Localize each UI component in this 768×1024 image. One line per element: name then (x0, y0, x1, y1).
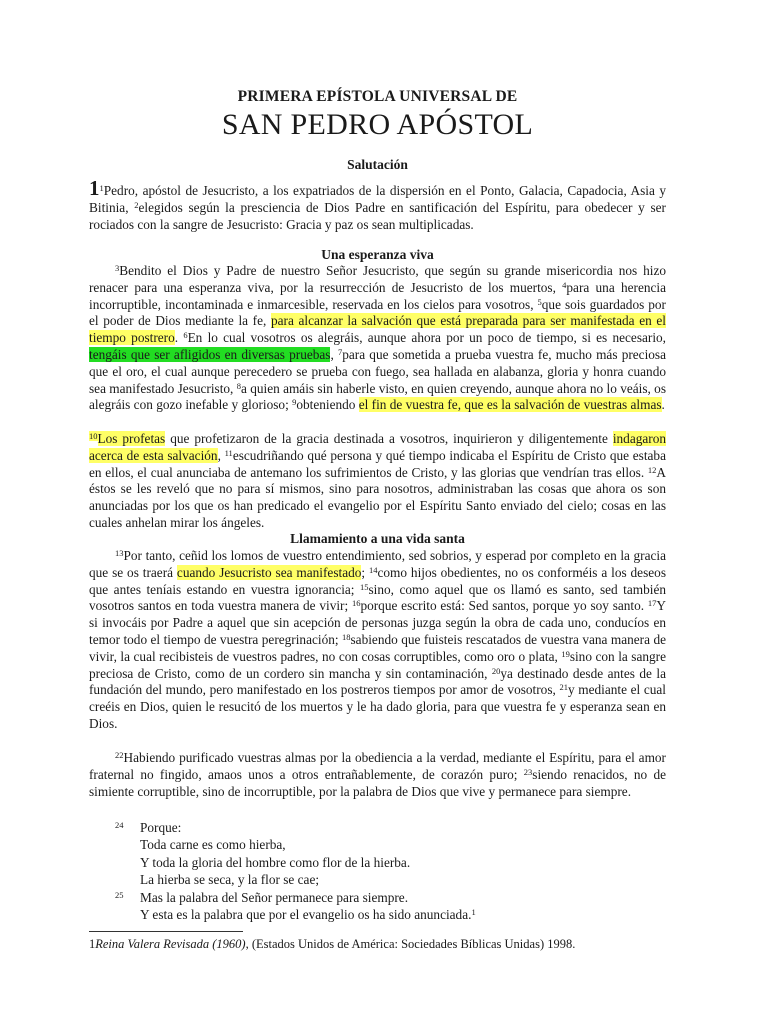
verse-number: 14 (368, 564, 378, 575)
paragraph-verses-13-21 (89, 548, 666, 733)
highlighted-text: indagaron acerca de esta salvación (89, 431, 666, 463)
verse-text: escudriñando qué persona y qué tiempo indicaba el Espíritu de Cristo que estaba en ellos, el cual anunciaba de antemano los sufrimientos de Cristo, y las glorias que vendrían tras ellos. (89, 447, 666, 480)
verse-text: que sois guardados por el poder de Dios mediante la fe, (89, 296, 666, 329)
verse-text: Habiendo purificado vuestras almas por la obediencia a la verdad, mediante el Espíritu, para el amor fraternal no fingido, amaos unos a otros entrañablemente, de corazón puro; (89, 750, 666, 782)
verse-number: 21 (559, 682, 568, 693)
verse-number: 18 (342, 631, 351, 642)
section-heading-llamamiento: Llamamiento a una vida santa (290, 531, 465, 546)
verse-text: Y si invocáis por Padre a aquel que sin acepción de personas juzga según la obra de cada uno, conducíos en temor todo el tiempo de vuestra peregrinación; (89, 598, 666, 647)
highlighted-text: Los profetas (97, 431, 166, 446)
verse-number: 22 (115, 750, 124, 760)
paragraph-verses-3-9 (89, 263, 666, 414)
verse-text: Bendito el Dios y Padre de nuestro Señor Jesucristo, que según su grande misericordia nos hizo renacer para una esperanza viva, por la resurrección de Jesucristo de los muertos, (89, 263, 666, 295)
highlighted-text: para alcanzar la salvación que está preparada para ser manifestada en el tiempo postrero (89, 313, 666, 346)
verse-text: Por tanto, ceñid los lomos de vuestro entendimiento, sed sobrios, y esperad por completo en la gracia que se os traerá (89, 548, 666, 580)
paragraph-verses-1-2 (89, 176, 666, 233)
verse-number: 10 (89, 431, 98, 441)
poem-line (89, 889, 666, 906)
footnote-text: , (Estados Unidos de América: Sociedades Bíblicas Unidas) 1998. (245, 937, 576, 951)
verse-text: que profetizaron de la gracia destinada a vosotros, inquirieron y diligentemente (165, 431, 613, 446)
verse-number: 23 (523, 766, 533, 777)
verse-text: porque escrito está: Sed santos, porque yo soy santo. (360, 598, 648, 614)
verse-number: 24 (115, 820, 124, 830)
poem-line (89, 906, 666, 923)
verse-text: para que sometida a prueba vuestra fe, mucho más preciosa que el oro, el cual aunque perecedero se prueba con fuego, sea hallada en alabanza, gloria y honra cuando sea manifestado Jesucristo, (89, 346, 666, 396)
chapter-number: 1 (89, 176, 100, 200)
verse-text: a quien amáis sin haberle visto, en quien creyendo, aunque ahora no lo veáis, os alegráis con gozo inefable y glorioso; (89, 380, 666, 413)
verse-text: sabiendo que fuisteis rescatados de vuestra vana manera de vivir, la cual recibisteis de vuestros padres, no con cosas corruptibles, como oro o plata, (89, 631, 666, 664)
verse-number: 1 (99, 183, 104, 193)
verse-text: elegidos según la presciencia de Dios Padre en santificación del Espíritu, para obedecer y ser rociados con la sangre de Jesucristo: Gracia y paz os sean multiplicadas. (89, 199, 666, 232)
verse-text: , (330, 346, 338, 362)
verse-text: , (217, 447, 225, 463)
verse-text: Pedro, apóstol de Jesucristo, a los expatriados de la dispersión en el Ponto, Galacia, Capadocia, Asia y Bitinia, (89, 183, 666, 215)
verse-text: sino con la sangre preciosa de Cristo, como de un cordero sin mancha y sin contaminación, (89, 648, 667, 681)
footnote-divider (89, 931, 243, 932)
poem-text: La hierba se seca, y la flor se cae; (140, 872, 320, 888)
verse-text: A éstos se les reveló que no para sí mismos, sino para nosotros, administraban las cosas que ahora os son anunciadas por los que os han predicado el evangelio por el Espíritu Santo enviado del cielo; cosas en las cuales anhelan mirar los ángeles. (89, 464, 666, 530)
verse-number: 5 (537, 296, 542, 307)
verse-number: 17 (647, 598, 657, 609)
verse-text: sino, como aquel que os llamó es santo, sed también vosotros santos en toda vuestra manera de vivir; (89, 581, 667, 614)
verse-number: 19 (561, 648, 570, 659)
footnote-reference[interactable]: 1 (471, 906, 476, 917)
poem-text: Mas la palabra del Señor permanece para siempre. (140, 889, 409, 905)
verse-number: 12 (647, 464, 657, 475)
section-heading-salutacion: Salutación (347, 157, 408, 172)
poem-text-last: Y esta es la palabra que por el evangelio os ha sido anunciada. (140, 906, 472, 922)
verse-number: 6 (183, 330, 188, 341)
verse-number: 2 (134, 199, 139, 210)
footnote-number: 1 (89, 937, 96, 951)
verse-text: ; (361, 564, 369, 580)
verse-number: 4 (562, 279, 567, 290)
verse-text: para una herencia incorruptible, incontaminada e inmarcesible, reservada en los cielos para vosotros, (89, 279, 666, 312)
verse-number: 8 (236, 380, 241, 391)
poem-text: Porque: (140, 820, 182, 835)
book-pre-title: PRIMERA EPÍSTOLA UNIVERSAL DE (237, 88, 518, 105)
poem-text: Toda carne es como hierba, (140, 837, 286, 853)
poem-line (89, 854, 666, 871)
poem-text (140, 906, 476, 923)
verse-text: ya destinado desde antes de la fundación del mundo, pero manifestado en los postreros tiempos por amor de vosotros, (89, 665, 666, 698)
verse-text: . (174, 330, 184, 346)
poem-block (89, 819, 666, 923)
poem-text: Y toda la gloria del hombre como flor de la hierba. (140, 854, 411, 870)
verse-text: obteniendo (296, 397, 359, 413)
verse-number: 3 (115, 263, 120, 273)
poem-line (89, 819, 666, 836)
verse-number: 7 (337, 346, 343, 357)
footnote-source: Reina Valera Revisada (1960) (95, 937, 246, 951)
verse-number: 15 (360, 581, 369, 592)
paragraph-verses-22-23 (89, 750, 666, 800)
verse-number: 13 (115, 548, 124, 558)
verse-number: 16 (351, 598, 361, 609)
verse-text: En lo cual vosotros os alegráis, aunque ahora por un poco de tiempo, si es necesario, (187, 330, 666, 346)
highlighted-text-green: tengáis que ser afligidos en diversas pruebas (89, 346, 331, 362)
verse-text: siendo renacidos, no de simiente corruptible, sino de incorruptible, por la palabra de Dios que vive y permanece para siempre. (89, 766, 667, 799)
verse-text: y mediante el cual creéis en Dios, quien le resucitó de los muertos y le ha dado gloria, para que vuestra fe y esperanza sean en Dios. (89, 682, 667, 731)
verse-number: 11 (224, 447, 233, 458)
footnote (89, 937, 575, 952)
verse-number: 25 (115, 889, 124, 900)
highlighted-text: cuando Jesucristo sea manifestado (176, 564, 362, 580)
section-heading-esperanza: Una esperanza viva (321, 247, 434, 262)
poem-line (89, 871, 666, 888)
verse-number: 9 (292, 397, 297, 408)
paragraph-verses-10-12 (89, 431, 666, 532)
poem-line (89, 836, 666, 853)
book-title: SAN PEDRO APÓSTOL (221, 108, 534, 141)
verse-number: 20 (491, 665, 501, 676)
highlighted-text: el fin de vuestra fe, que es la salvación de vuestras almas (358, 397, 662, 413)
verse-text: como hijos obedientes, no os conforméis a los deseos que antes teníais estando en vuestra ignorancia; (89, 564, 666, 597)
verse-text: . (661, 397, 665, 413)
